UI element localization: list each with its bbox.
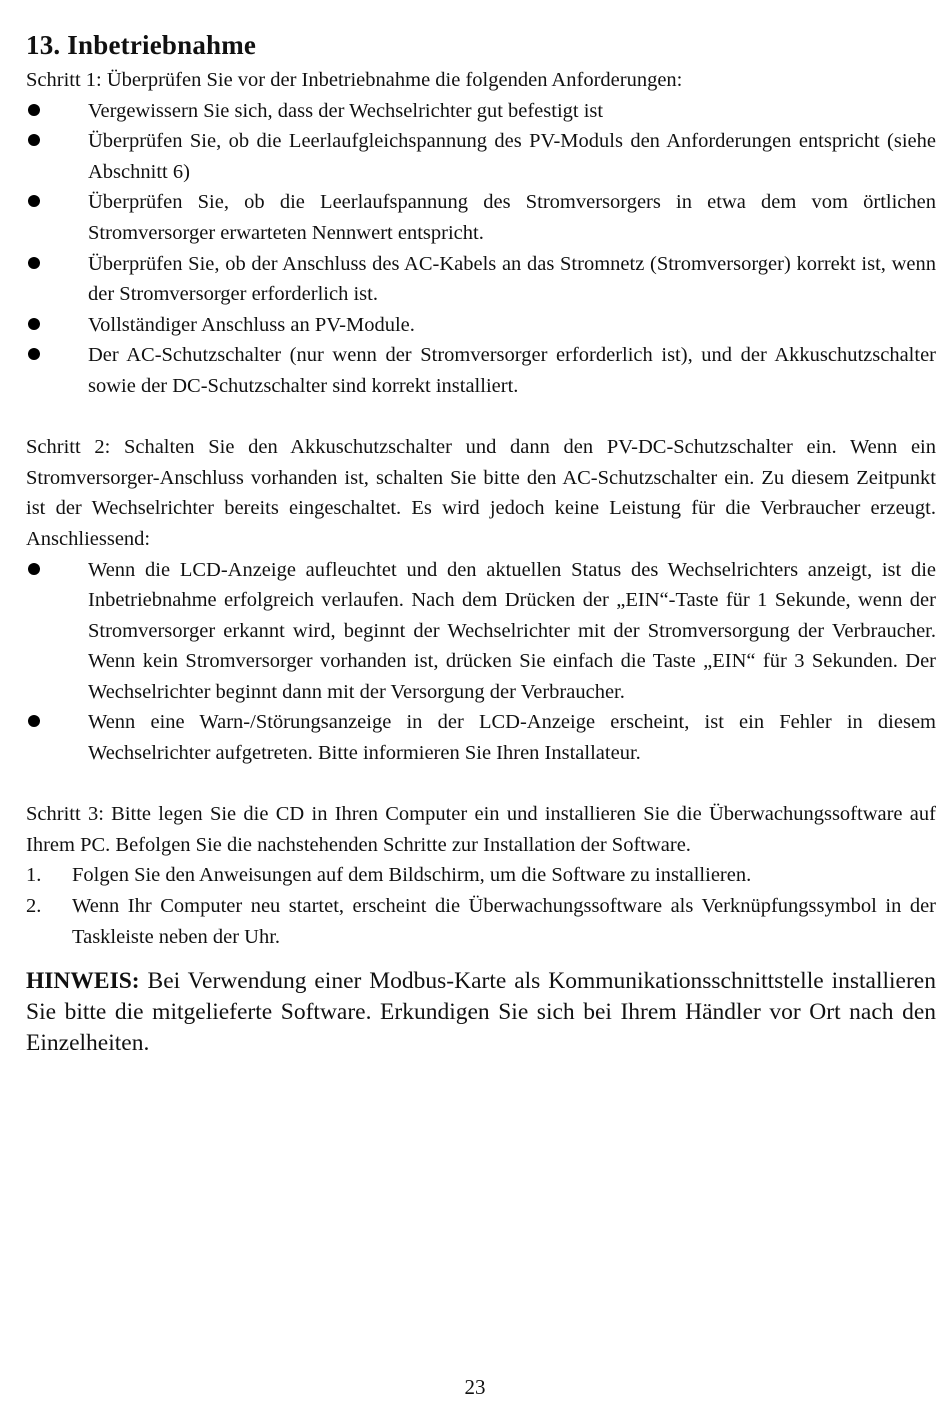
step1-intro: Schritt 1: Überprüfen Sie vor der Inbetriebnahme die folgenden Anforderungen: [26, 69, 683, 91]
list-item-text: Der AC-Schutzschalter (nur wenn der Stromversorger erforderlich ist), und der Akkuschutzschalter sowie der DC-Schutzschalter sind korrekt installiert. [88, 344, 936, 397]
list-item [26, 340, 936, 401]
list-item-text: Wenn eine Warn-/Störungsanzeige in der LCD-Anzeige erscheint, ist ein Fehler in diesem Wechselrichter aufgetreten. Bitte informieren Sie Ihren Installateur. [88, 711, 936, 765]
list-item-text: Wenn die LCD-Anzeige aufleuchtet und den aktuellen Status des Wechselrichters anzeigt, ist die Inbetriebnahme erfolgreich verlaufen. Nach dem Drücken der „EIN“-Taste für 1 Sekunde, wenn der Stromversorger erkannt wird, beginnt der Wechselrichter mit der Stromversorgung der Verbraucher. Wenn kein Stromversorger vorhanden ist, drücken Sie einfach die Taste „EIN“ für 3 Sekunden. Der Wechselrichter beginnt dann mit der Versorgung der Verbraucher. [88, 558, 936, 703]
step2-outcomes [26, 555, 936, 769]
list-item [26, 126, 936, 187]
bullet-icon [28, 134, 40, 146]
list-item-text: Überprüfen Sie, ob die Leerlaufspannung des Stromversorgers in etwa dem vom örtlichen Stromversorger erwarteten Nennwert entspricht. [88, 191, 936, 244]
bullet-icon [28, 318, 40, 330]
note-text: Bei Verwendung einer Modbus-Karte als Kommunikationsschnittstelle installieren Sie bitte die mitgelieferte Software. Erkundigen Sie sich bei Ihrem Händler vor Ort nach den Einzelheiten. [26, 968, 936, 1057]
bullet-icon [28, 348, 40, 360]
list-item [26, 707, 936, 768]
list-item [26, 249, 936, 310]
document-page [26, 28, 936, 1059]
paragraph-spacer [26, 769, 936, 800]
step3-instructions [26, 860, 936, 952]
section-title: 13. Inbetriebnahme [26, 30, 257, 60]
numbered-item [26, 891, 936, 952]
paragraph-spacer [26, 402, 936, 433]
list-item [26, 555, 936, 708]
list-item-text: Vollständiger Anschluss an PV-Module. [88, 313, 415, 336]
numbered-item-text: Wenn Ihr Computer neu startet, erscheint die Überwachungssoftware als Verknüpfungssymbol in der Taskleiste neben der Uhr. [72, 895, 936, 948]
note-label: HINWEIS: [26, 968, 140, 995]
bullet-icon [28, 257, 40, 269]
numbered-item [26, 860, 936, 891]
page-number: 23 [464, 1375, 486, 1399]
bullet-icon [28, 104, 40, 116]
step1-checklist [26, 96, 936, 402]
bullet-icon [28, 563, 40, 575]
item-number: 2. [26, 895, 42, 918]
list-item-text: Vergewissern Sie sich, dass der Wechselrichter gut befestigt ist [88, 99, 604, 122]
list-item [26, 187, 936, 248]
note-paragraph [26, 966, 936, 1059]
list-item-text: Überprüfen Sie, ob der Anschluss des AC-Kabels an das Stromnetz (Stromversorger) korrekt ist, wenn der Stromversorger erforderlich ist. [88, 252, 936, 306]
step2-intro: Schritt 2: Schalten Sie den Akkuschutzschalter und dann den PV-DC-Schutzschalter ein. Wenn ein Stromversorger-Anschluss vorhanden ist, schalten Sie bitte den AC-Schutzschalter ein. Zu diesem Zeitpunkt ist der Wechselrichter bereits eingeschaltet. Es wird jedoch keine Leistung für die Verbraucher erzeugt. Anschliessend: [26, 436, 936, 550]
step3-intro: Schritt 3: Bitte legen Sie die CD in Ihren Computer ein und installieren Sie die Überwachungssoftware auf Ihrem PC. Befolgen Sie die nachstehenden Schritte zur Installation der Software. [26, 803, 936, 856]
bullet-icon [28, 195, 40, 207]
list-item-text: Überprüfen Sie, ob die Leerlaufgleichspannung des PV-Moduls den Anforderungen entspricht (siehe Abschnitt 6) [88, 130, 936, 183]
item-number: 1. [26, 864, 42, 887]
numbered-item-text: Folgen Sie den Anweisungen auf dem Bildschirm, um die Software zu installieren. [72, 864, 752, 887]
bullet-icon [28, 715, 40, 727]
list-item [26, 310, 936, 341]
list-item [26, 96, 936, 127]
